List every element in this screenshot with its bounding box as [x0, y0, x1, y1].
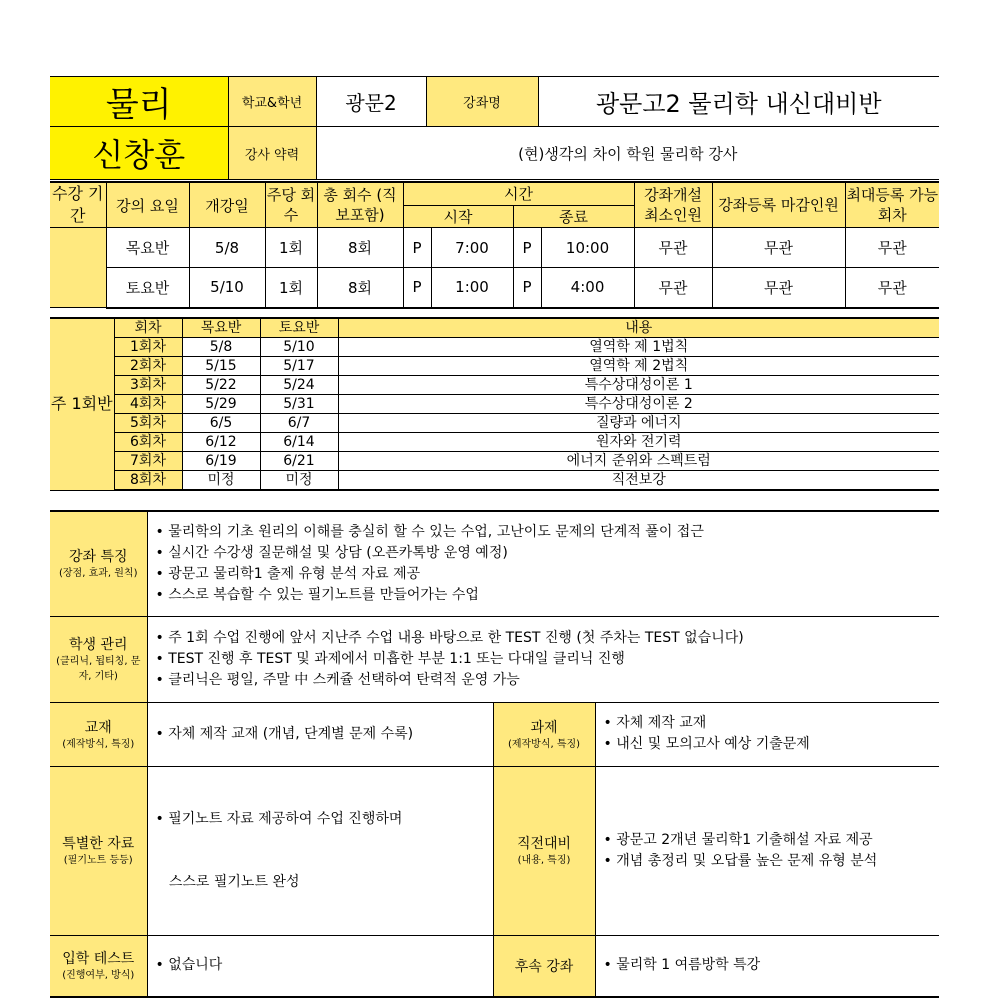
thu-cell: 5/15 [182, 357, 260, 376]
time-start-cell: 1:00 [431, 268, 513, 308]
col-thu: 목요반 [182, 318, 260, 338]
special-sublabel: (필기노트 등등) [63, 855, 133, 866]
col-max: 최대등록 가능회차 [845, 182, 939, 228]
col-time-end: 종료 [513, 205, 634, 228]
content-cell: 질량과 에너지 [338, 414, 939, 433]
management-label-cell [50, 616, 147, 702]
table-row [50, 395, 939, 414]
special-item: • 필기노트 자료 제공하여 수업 진행하며 [155, 810, 403, 827]
thu-cell: 5/29 [182, 395, 260, 414]
thu-cell: 6/12 [182, 433, 260, 452]
content-cell: 에너지 준위와 스펙트럼 [338, 452, 939, 471]
prep-item: • 개념 총정리 및 오답률 높은 문제 유형 분석 [603, 852, 878, 869]
prep-sublabel: (내용, 특징) [517, 855, 571, 866]
pm-cell: P [513, 268, 541, 308]
entrance-item: • 없습니다 [155, 957, 223, 974]
management-item: • 클리닉은 평일, 주말 中 스케쥴 선택하여 탄력적 운영 가능 [155, 671, 520, 688]
followup-item: • 물리학 1 여름방학 특강 [603, 957, 761, 974]
homework-item: • 내신 및 모의고사 예상 기출문제 [603, 736, 810, 752]
start-cell: 5/10 [189, 268, 265, 308]
min-cell: 무관 [634, 228, 712, 268]
special-label: 특별한 자료 [62, 836, 135, 852]
prep-item: • 광문고 2개년 물리학1 기출해설 자료 제공 [603, 831, 873, 848]
details-table [50, 510, 939, 998]
max-cell: 무관 [845, 268, 939, 308]
sat-cell: 미정 [260, 471, 338, 491]
homework-label-cell [493, 702, 595, 766]
special-content [147, 766, 493, 935]
thu-cell: 미정 [182, 471, 260, 491]
col-weekly: 주당 회수 [265, 182, 317, 228]
total-cell: 8회 [317, 268, 403, 308]
school-label: 학교&학년 [228, 77, 316, 127]
entrance-label: 입학 테스트 [62, 951, 135, 968]
sat-cell: 6/7 [260, 414, 338, 433]
management-sublabel: (클리닉, 됩티칭, 문자, 기타) [56, 656, 141, 682]
special-item: 스스로 필기노트 완성 [155, 873, 300, 890]
sat-cell: 6/14 [260, 433, 338, 452]
content-cell: 특수상대성이론 1 [338, 376, 939, 395]
table-row [50, 414, 939, 433]
management-label: 학생 관리 [68, 637, 128, 653]
followup-content [595, 935, 939, 997]
sat-cell: 5/17 [260, 357, 338, 376]
subject-title: 물리 [50, 77, 228, 127]
table-row [50, 268, 939, 308]
content-cell: 열역학 제 2법칙 [338, 357, 939, 376]
round-cell: 4회차 [114, 395, 182, 414]
table-row [50, 338, 939, 357]
table-row [50, 433, 939, 452]
school-value: 광문2 [316, 77, 426, 127]
content-cell: 열역학 제 1법칙 [338, 338, 939, 357]
sat-cell: 6/21 [260, 452, 338, 471]
sat-cell: 5/31 [260, 395, 338, 414]
day-cell: 토요반 [106, 268, 189, 308]
features-label: 강좌 특징 [68, 549, 128, 566]
special-label-cell [50, 766, 147, 935]
thu-cell: 5/22 [182, 376, 260, 395]
table-row [50, 452, 939, 471]
career-label: 강사 약력 [228, 127, 316, 180]
features-sublabel: (장점, 효과, 원칙) [59, 568, 138, 580]
table-row [50, 357, 939, 376]
deadline-cell: 무관 [712, 228, 845, 268]
entrance-sublabel: (진행여부, 방식) [62, 970, 135, 982]
course-title: 광문고2 물리학 내신대비반 [538, 77, 939, 127]
features-item: • 스스로 복습할 수 있는 필기노트를 만들어가는 수업 [155, 586, 479, 603]
col-sat: 토요반 [260, 318, 338, 338]
homework-item: • 자체 제작 교재 [603, 715, 707, 731]
weekly-table [50, 317, 939, 491]
prep-content [595, 766, 939, 935]
content-cell: 원자와 전기력 [338, 433, 939, 452]
homework-label: 과제 [530, 719, 558, 736]
col-time: 시간 [403, 182, 634, 205]
round-cell: 5회차 [114, 414, 182, 433]
pm-cell: P [403, 268, 431, 308]
textbook-label-cell [50, 702, 147, 766]
textbook-item: • 자체 제작 교재 (개념, 단계별 문제 수록) [155, 725, 414, 742]
course-label: 강좌명 [426, 77, 538, 127]
content-cell: 특수상대성이론 2 [338, 395, 939, 414]
col-total: 총 회수 (직보포함) [317, 182, 403, 228]
round-cell: 1회차 [114, 338, 182, 357]
features-content [147, 511, 939, 616]
col-time-start: 시작 [403, 205, 513, 228]
col-day: 강의 요일 [106, 182, 189, 228]
entrance-content [147, 935, 493, 997]
min-cell: 무관 [634, 268, 712, 308]
table-row [50, 471, 939, 491]
textbook-label: 교재 [84, 719, 112, 736]
management-item: • 주 1회 수업 진행에 앞서 지난주 수업 내용 바탕으로 한 TEST 진행 (첫 주차는 TEST 없습니다) [155, 629, 744, 646]
textbook-sublabel: (제작방식, 특징) [62, 738, 135, 750]
entrance-label-cell [50, 935, 147, 997]
time-start-cell: 7:00 [431, 228, 513, 268]
management-item: • TEST 진행 후 TEST 및 과제에서 미흡한 부분 1:1 또는 다대일 클리닉 진행 [155, 650, 625, 667]
pm-cell: P [403, 228, 431, 268]
time-end-cell: 10:00 [541, 228, 634, 268]
management-content [147, 616, 939, 702]
max-cell: 무관 [845, 228, 939, 268]
followup-label: 후속 강좌 [514, 958, 574, 975]
period-label: 수강 기간 [50, 182, 106, 228]
header-table [50, 76, 939, 180]
weekly-cell: 1회 [265, 228, 317, 268]
thu-cell: 5/8 [182, 338, 260, 357]
teacher-name: 신창훈 [50, 127, 228, 180]
round-cell: 8회차 [114, 471, 182, 491]
time-end-cell: 4:00 [541, 268, 634, 308]
deadline-cell: 무관 [712, 268, 845, 308]
total-cell: 8회 [317, 228, 403, 268]
schedule-table [50, 181, 939, 309]
table-row [50, 376, 939, 395]
features-label-cell [50, 511, 147, 616]
followup-label-cell [493, 935, 595, 997]
prep-label-cell [493, 766, 595, 935]
sat-cell: 5/10 [260, 338, 338, 357]
prep-label: 직전대비 [516, 836, 572, 852]
col-content: 내용 [338, 318, 939, 338]
pm-cell: P [513, 228, 541, 268]
features-item: • 광문고 물리학1 출제 유형 분석 자료 제공 [155, 565, 421, 582]
col-min: 강좌개설 최소인원 [634, 182, 712, 228]
round-cell: 7회차 [114, 452, 182, 471]
round-cell: 3회차 [114, 376, 182, 395]
start-cell: 5/8 [189, 228, 265, 268]
weekly-cell: 1회 [265, 268, 317, 308]
content-cell: 직전보강 [338, 471, 939, 491]
round-cell: 2회차 [114, 357, 182, 376]
col-start-date: 개강일 [189, 182, 265, 228]
day-cell: 목요반 [106, 228, 189, 268]
thu-cell: 6/19 [182, 452, 260, 471]
homework-content [595, 702, 939, 766]
col-round: 회차 [114, 318, 182, 338]
homework-sublabel: (제작방식, 특징) [507, 738, 581, 750]
textbook-content [147, 702, 493, 766]
col-deadline: 강좌등록 마감인원 [712, 182, 845, 228]
sat-cell: 5/24 [260, 376, 338, 395]
career-value: (현)생각의 차이 학원 물리학 강사 [316, 127, 939, 180]
table-row [50, 228, 939, 268]
features-item: • 물리학의 기초 원리의 이해를 충실히 할 수 있는 수업, 고난이도 문제의 단계적 풀이 접근 [155, 523, 704, 540]
round-cell: 6회차 [114, 433, 182, 452]
thu-cell: 6/5 [182, 414, 260, 433]
features-item: • 실시간 수강생 질문해설 및 상담 (오픈카톡방 운영 예정) [155, 544, 508, 561]
weekly-section-label: 주 1회반 [50, 318, 114, 490]
